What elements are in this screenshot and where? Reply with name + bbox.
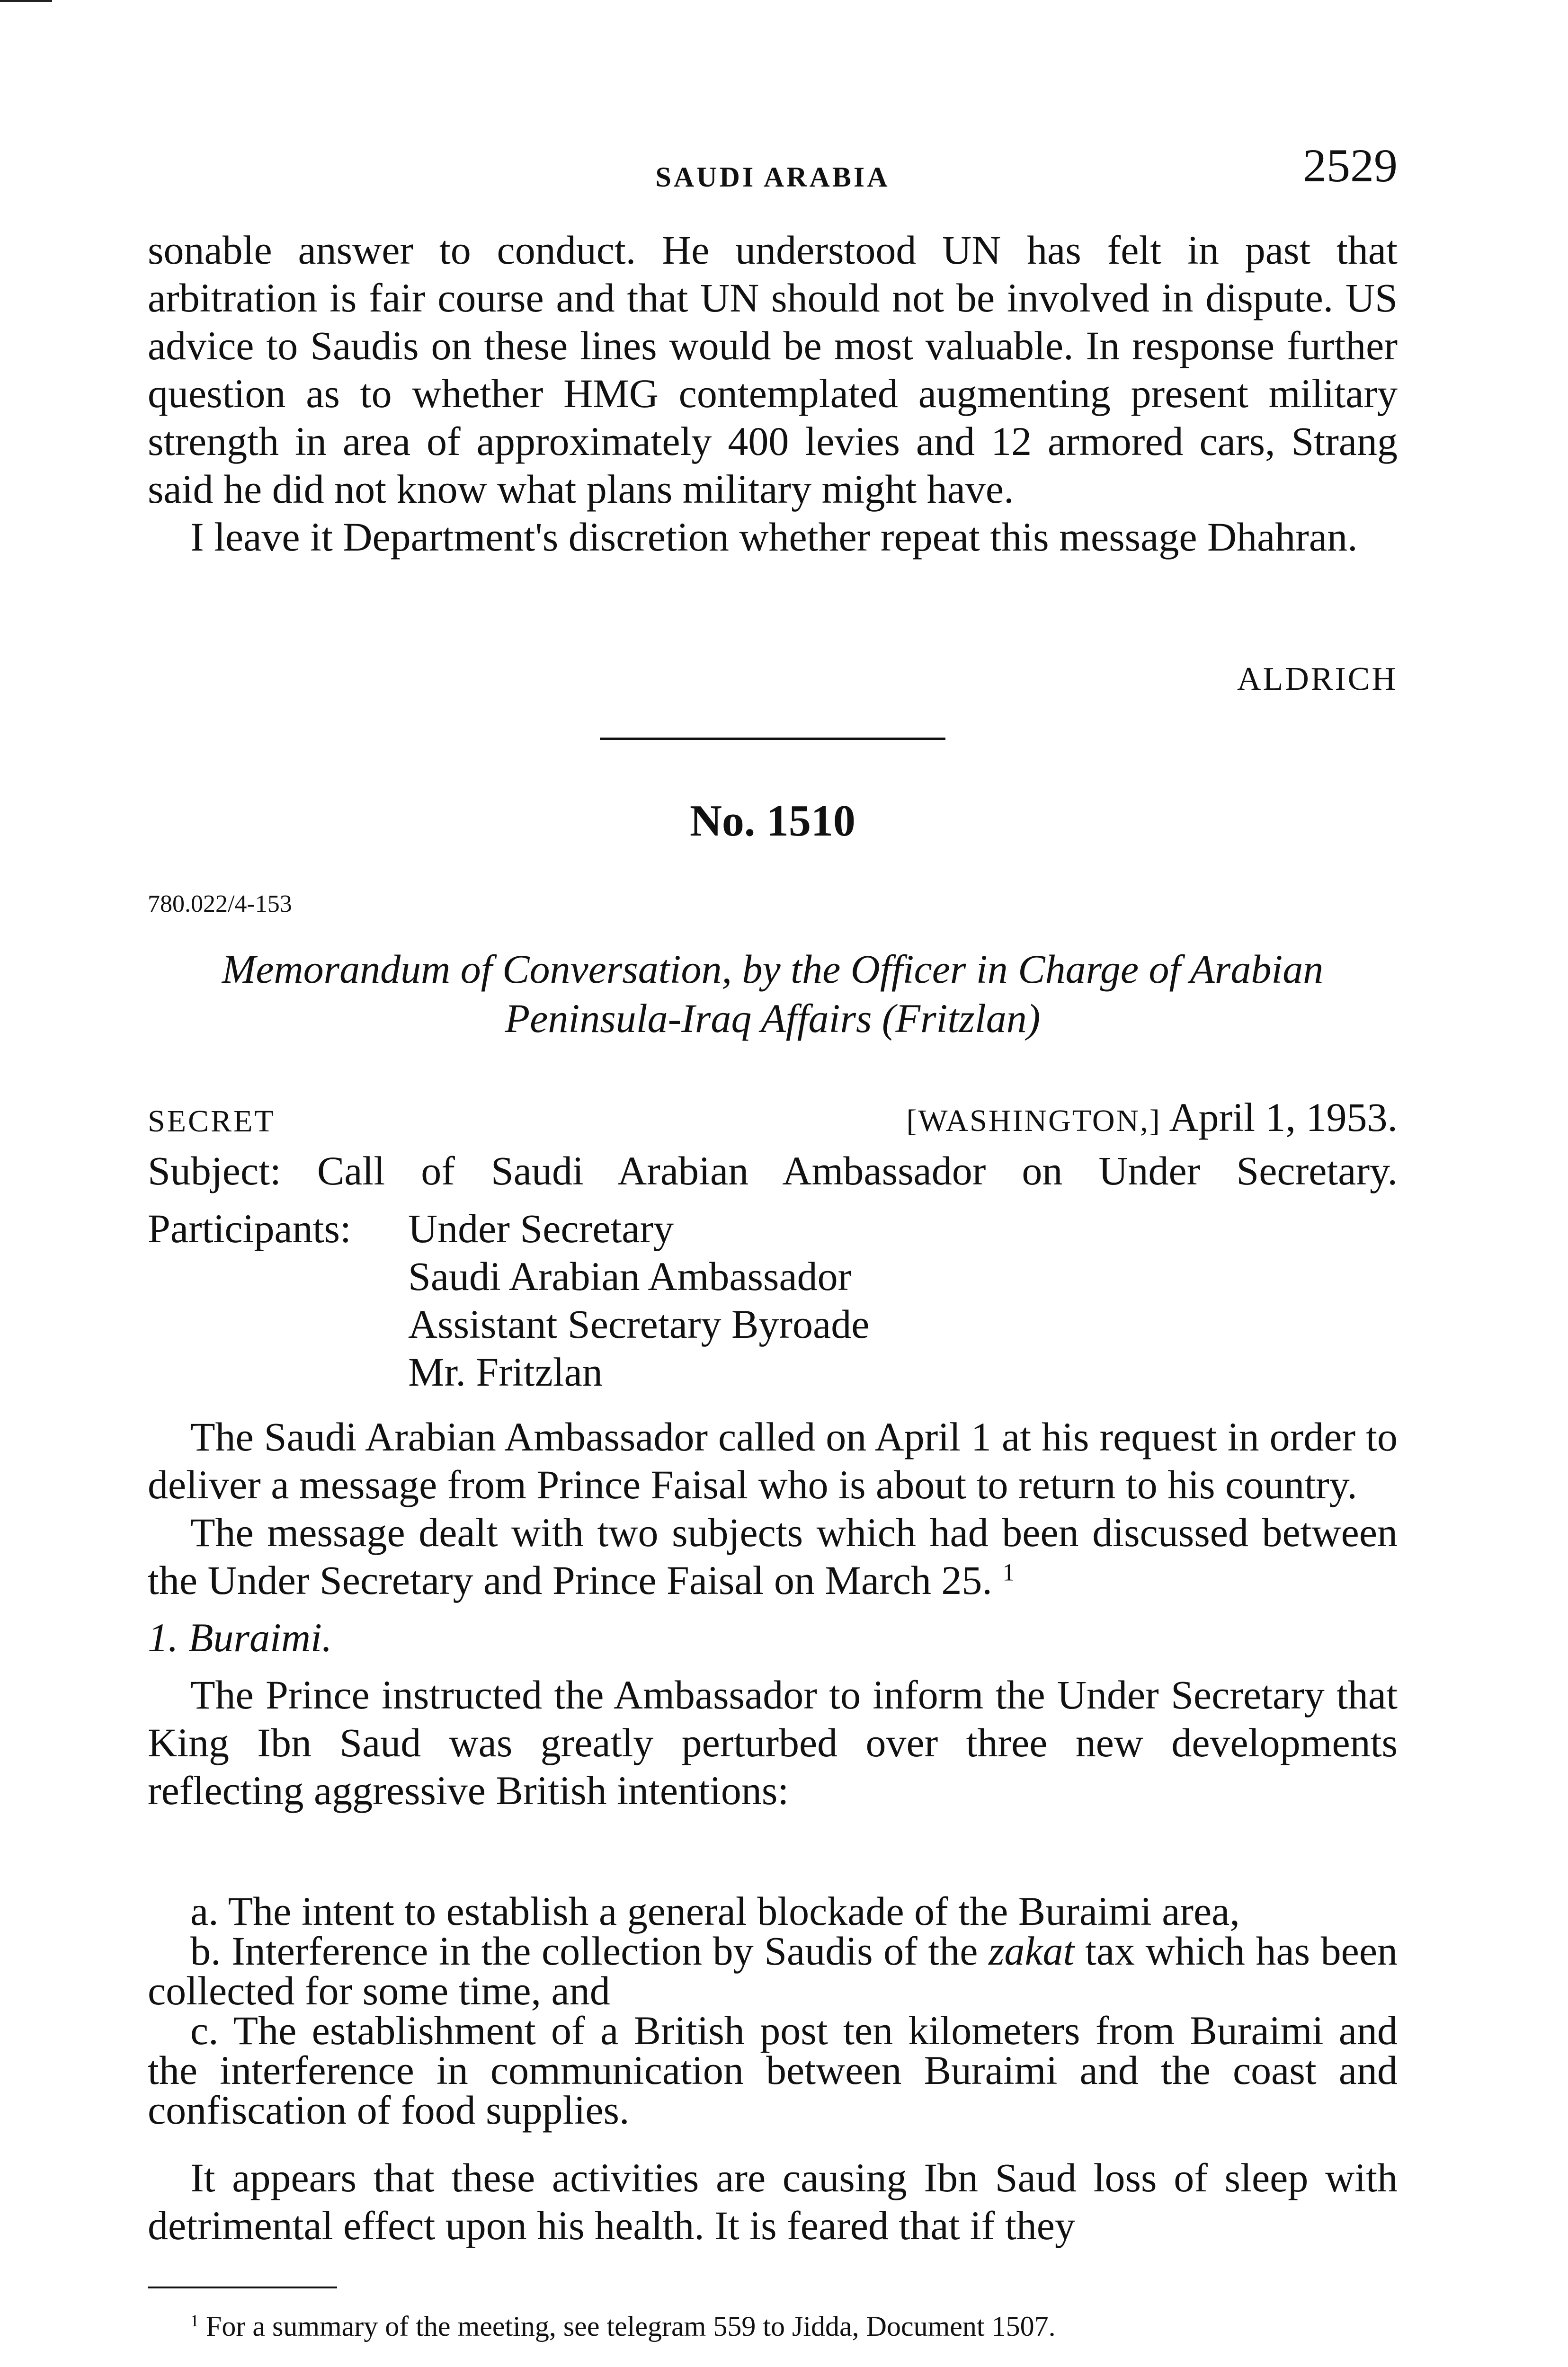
closing-text	[148, 2154, 1398, 2250]
participants-label: Participants:	[148, 1206, 351, 1251]
running-head: SAUDI ARABIA	[655, 161, 890, 193]
participant: Under Secretary	[408, 1206, 674, 1251]
memo-title-line-1: Memorandum of Conversation, by the Officer in Charge of Arabian	[222, 946, 1324, 992]
continuation-paragraph-2: I leave it Department's discretion whether repeat this message Dhahran.	[190, 514, 1358, 560]
list-item-b-term: zakat	[988, 1928, 1075, 1974]
footnote-text: For a summary of the meeting, see telegram 559 to Jidda, Document 1507.	[206, 2311, 1056, 2342]
footnote-rule	[148, 2287, 337, 2288]
subject-line: Subject: Call of Saudi Arabian Ambassador on Under Secretary.	[148, 1148, 1398, 1193]
message-paragraph	[148, 1509, 1398, 1604]
footnote	[148, 2310, 1440, 2343]
classification: SECRET	[148, 1104, 276, 1139]
continuation-text	[148, 226, 1398, 561]
list-item-b	[148, 1928, 1398, 2013]
dateline-place: [WASHINGTON,]	[906, 1103, 1161, 1138]
signature: ALDRICH	[1237, 661, 1398, 697]
footnote-reference: 1	[1002, 1559, 1015, 1586]
intro-paragraph: The Saudi Arabian Ambassador called on April 1 at his request in order to deliver a message from Prince Faisal who is about to return to his country.	[148, 1414, 1398, 1507]
scan-corner-mark	[0, 0, 52, 2]
participant: Saudi Arabian Ambassador	[408, 1254, 852, 1299]
footnote-marker: 1	[190, 2311, 199, 2331]
document-number: No. 1510	[690, 796, 855, 845]
continuation-paragraph: sonable answer to conduct. He understood UN has felt in past that arbitration is fair course and that UN should not be involved in dispute. US advice to Saudis on these lines would be most valuable. In response further question as to whether HMG contemplated augmenting present military strength in area of approximately 400 levies and 12 armored cars, Strang said he did not know what plans military might have.	[148, 227, 1398, 512]
participant: Assistant Secretary Byroade	[408, 1301, 870, 1347]
list-item-c: c. The establishment of a British post ten kilometers from Buraimi and the interference in communication between Buraimi and the coast and confiscation of food supplies.	[148, 2008, 1398, 2133]
memo-title-line-2: Peninsula-Iraq Affairs (Fritzlan)	[505, 996, 1041, 1041]
section-paragraph: The Prince instructed the Ambassador to inform the Under Secretary that King Ibn Saud was greatly perturbed over three new developments reflecting aggressive British intentions:	[148, 1672, 1398, 1813]
section-separator	[600, 738, 945, 740]
section-heading: 1. Buraimi.	[148, 1615, 332, 1660]
memo-body	[148, 1413, 1398, 1815]
page-number: 2529	[1303, 139, 1398, 192]
dateline-date: April 1, 1953.	[1169, 1095, 1398, 1140]
list-item-a: a. The intent to establish a general blockade of the Buraimi area,	[190, 1888, 1240, 1934]
closing-paragraph: It appears that these activities are causing Ibn Saud loss of sleep with detrimental effect upon his health. It is feared that if they	[148, 2155, 1398, 2248]
dateline	[906, 1094, 1398, 1145]
page-header	[148, 139, 1398, 199]
list-item-b-text-2: tax which has been collected for some time, and	[148, 1928, 1398, 2013]
message-paragraph-text: The message dealt with two subjects which had been discussed between the Under Secretary and Prince Faisal on March 25.	[148, 1510, 1398, 1603]
memo-title	[148, 944, 1398, 1043]
list-item-b-text-1: b. Interference in the collection by Saudis of the	[190, 1928, 978, 1974]
participants-list	[408, 1205, 869, 1396]
developments-list	[148, 1888, 1398, 2133]
file-reference: 780.022/4-153	[148, 890, 292, 917]
participant: Mr. Fritzlan	[408, 1349, 603, 1395]
